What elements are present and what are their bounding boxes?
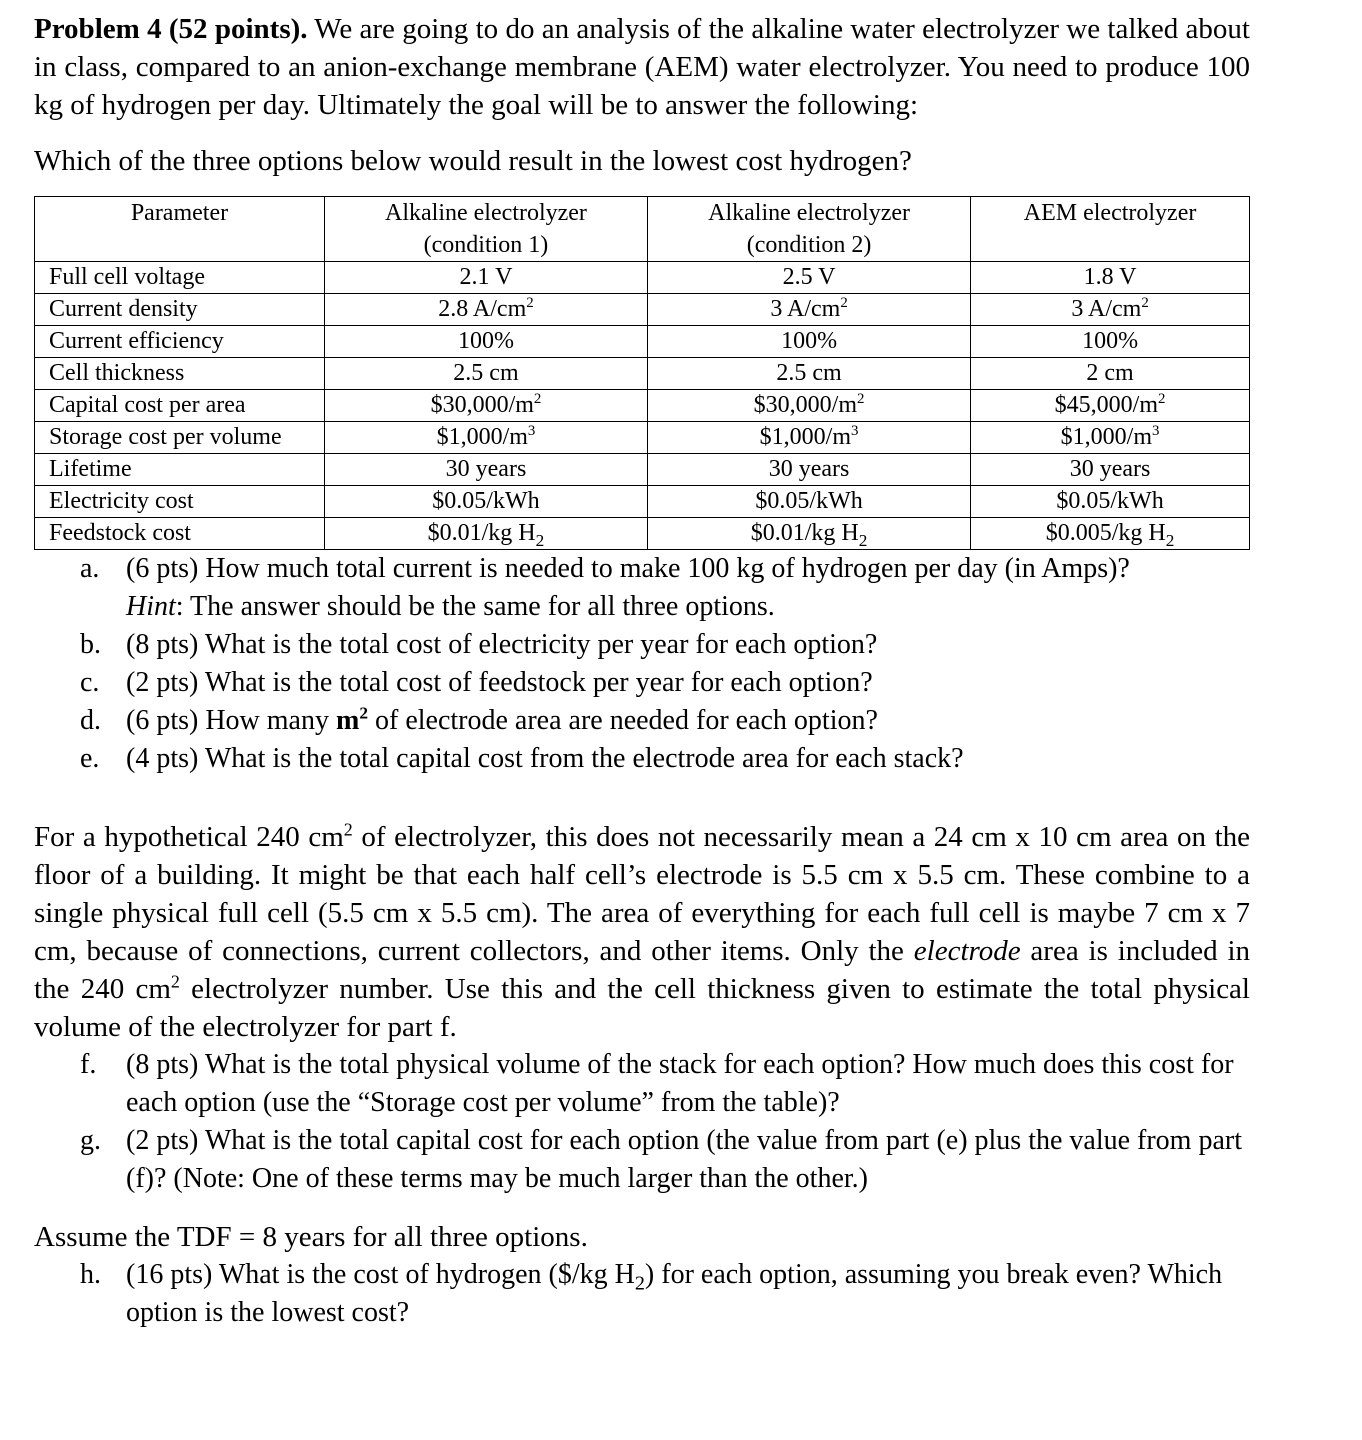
header-aem: AEM electrolyzer — [971, 197, 1250, 262]
main-question: Which of the three options below would result in the lowest cost hydrogen? — [34, 145, 912, 177]
cell-value: $0.01/kg $H_2$ — [648, 518, 971, 550]
question-list-a-e — [34, 550, 1250, 778]
row-label: Cell thickness — [35, 358, 325, 390]
cell-value: $\$45,000/m^2$ — [971, 390, 1250, 422]
cell-value: $0.05/kWh — [648, 486, 971, 518]
cell-value: 30 years — [971, 454, 1250, 486]
question-list-h — [34, 1256, 1250, 1332]
question-a: a. (6 pts) How much total current is needed to make 100 kg of hydrogen per day (in Amps)? Hint: The answer should be the same for all three options. — [34, 550, 1250, 626]
question-letter: c. — [80, 667, 100, 698]
cell-value: 30 years — [324, 454, 647, 486]
cell-value: 2.5 cm — [648, 358, 971, 390]
cell-value: $0.05/kWh — [971, 486, 1250, 518]
cell-value: $\$1,000/m^3$ — [324, 422, 647, 454]
cell-value: 3 $A/cm^2$ — [971, 294, 1250, 326]
cell-value: 100% — [324, 326, 647, 358]
table-row — [35, 326, 1250, 358]
table-row — [35, 390, 1250, 422]
header-alkaline-condition-2: Alkaline electrolyzer (condition 2) — [648, 197, 971, 262]
cell-value: 2.5 cm — [324, 358, 647, 390]
cell-value: 2.5 V — [648, 262, 971, 294]
row-label: Capital cost per area — [35, 390, 325, 422]
question-list-f-g — [34, 1046, 1250, 1198]
row-label: Electricity cost — [35, 486, 325, 518]
question-letter: d. — [80, 705, 101, 736]
cell-value: 100% — [648, 326, 971, 358]
cell-value: $\$30,000/m^2$ — [648, 390, 971, 422]
cell-value: 30 years — [648, 454, 971, 486]
row-label: Current efficiency — [35, 326, 325, 358]
row-label: Storage cost per volume — [35, 422, 325, 454]
table-row — [35, 518, 1250, 550]
cell-value: 1.8 V — [971, 262, 1250, 294]
table-row — [35, 294, 1250, 326]
question-c: c. (2 pts) What is the total cost of feedstock per year for each option? — [34, 664, 1250, 702]
question-e: e. (4 pts) What is the total capital cost from the electrode area for each stack? — [34, 740, 1250, 778]
problem-document — [34, 10, 1250, 1332]
row-label: Current density — [35, 294, 325, 326]
cell-value: $0.01/kg $H_2$ — [324, 518, 647, 550]
cell-value: $0.05/kWh — [324, 486, 647, 518]
cell-value: 3 $A/cm^2$ — [648, 294, 971, 326]
question-letter: a. — [80, 553, 100, 584]
cell-value: 2.8 $A/cm^2$ — [324, 294, 647, 326]
tdf-statement: Assume the TDF = 8 years for all three options. — [34, 1221, 588, 1253]
problem-heading: Problem 4 (52 points). — [34, 13, 308, 45]
electrode-area-explanation: For a hypothetical 240 $cm^2$ of electrolyzer, this does not necessarily mean a 24 cm x 10 cm area on the floor of a building. It might be that each half cell’s electrode is 5.5 cm x 5.5 cm. These combine to a single physical full cell (5.5 cm x 5.5 cm). The area of everything for each full cell is maybe 7 cm x 7 cm, because of connections, current collectors, and other items. Only the electrode area is included in the 240 $cm^2$ electrolyzer number. Use this and the cell thickness given to estimate the total physical volume of the electrolyzer for part f. — [34, 819, 1250, 1043]
row-label: Lifetime — [35, 454, 325, 486]
cell-value: 100% — [971, 326, 1250, 358]
table-row — [35, 358, 1250, 390]
question-letter: b. — [80, 629, 101, 660]
cell-value: $\$1,000/m^3$ — [648, 422, 971, 454]
question-g: g. (2 pts) What is the total capital cost for each option (the value from part (e) plus the value from part (f)? (Note: One of these terms may be much larger than the other.) — [34, 1122, 1250, 1198]
question-h: h. (16 pts) What is the cost of hydrogen ($/kg $H_2$) for each option, assuming you break even? Which option is the lowest cost? — [34, 1256, 1250, 1332]
problem-intro-text: We are going to do an analysis of the alkaline water electrolyzer we talked about in class, compared to an anion-exchange membrane (AEM) water electrolyzer. You need to produce 100 kg of hydrogen per day. Ultimately the goal will be to answer the following: — [34, 13, 1250, 121]
question-letter: f. — [80, 1049, 97, 1080]
problem-intro — [34, 10, 1250, 124]
table-row — [35, 454, 1250, 486]
cell-value: 2.1 V — [324, 262, 647, 294]
question-letter: g. — [80, 1125, 101, 1156]
header-parameter: Parameter — [35, 197, 325, 262]
cell-value: 2 cm — [971, 358, 1250, 390]
question-f: f. (8 pts) What is the total physical volume of the stack for each option? How much does this cost for each option (use the “Storage cost per volume” from the table)? — [34, 1046, 1250, 1122]
table-row — [35, 262, 1250, 294]
cell-value: $\$1,000/m^3$ — [971, 422, 1250, 454]
question-d: d. (6 pts) How many $m^2$ of electrode area are needed for each option? — [34, 702, 1250, 740]
parameter-table — [34, 196, 1250, 550]
question-letter: e. — [80, 743, 100, 774]
header-alkaline-condition-1: Alkaline electrolyzer (condition 1) — [324, 197, 647, 262]
table-row — [35, 422, 1250, 454]
row-label: Full cell voltage — [35, 262, 325, 294]
cell-value: $0.005/kg $H_2$ — [971, 518, 1250, 550]
question-b: b. (8 pts) What is the total cost of electricity per year for each option? — [34, 626, 1250, 664]
cell-value: $\$30,000/m^2$ — [324, 390, 647, 422]
question-letter: h. — [80, 1259, 101, 1290]
row-label: Feedstock cost — [35, 518, 325, 550]
table-header-row — [35, 197, 1250, 262]
table-row — [35, 486, 1250, 518]
